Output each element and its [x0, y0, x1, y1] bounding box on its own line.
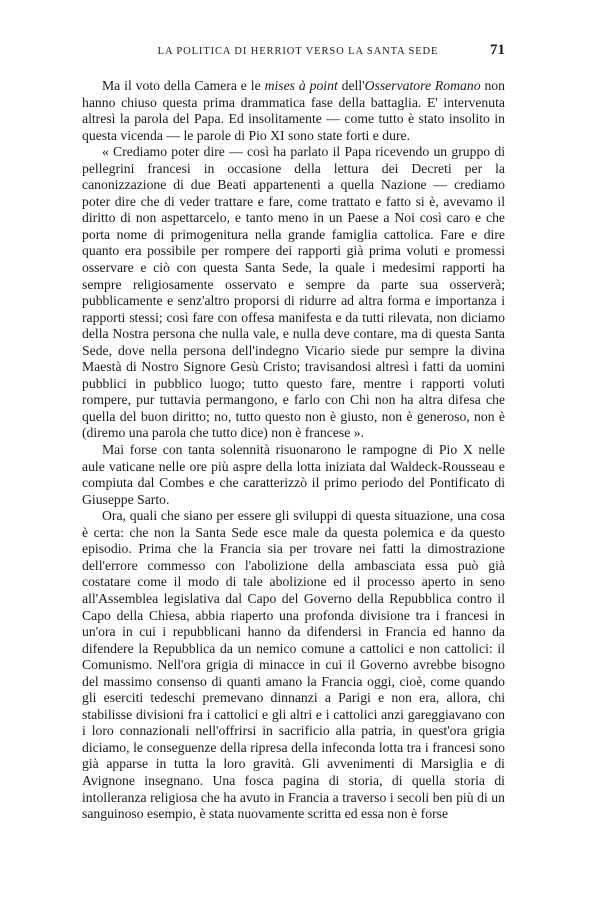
- paragraph: Mai forse con tanta solennità risuonarono le rampogne di Pio X nelle aule vaticane nelle ore più aspre della lotta iniziata dal Waldeck-Rousseau e compiuta dal Combes e che caratterizzò il primo periodo del Pontificato di Giuseppe Sarto.: [82, 442, 505, 507]
- running-title: LA POLITICA DI HERRIOT VERSO LA SANTA SEDE: [157, 46, 439, 57]
- paragraph-text: dell': [337, 78, 365, 93]
- paragraph: Ora, quali che siano per essere gli sviluppi di questa situazione, una cosa è certa: che non la Santa Sede esce male da questa polemica e da questo episodio. Prima che la Francia sia per trovare nei fatti la dimostrazione dell'errore commesso con l'abolizione della ambasciata essa può già costatare come il modo di tale abolizione ed il processo aperto in seno all'Assemblea legislativa dal Capo del Governo della Repubblica contro il Capo della Chiesa, abbia riaperto una profonda divisione tra i francesi in un'ora in cui i repubblicani hanno da difendersi in Francia ed hanno da difendere la Repubblica da un nemico comune a cattolici e non cattolici: il Comunismo. Nell'ora grigia di minacce in cui il Governo avrebbe bisogno del massimo consenso di quanti amano la Francia oggi, cioè, come quando gli eserciti tedeschi premevano dinnanzi a Parigi e non era, allora, chi stabilisse divisioni fra i cattolici e gli altri e i cattolici anzi gareggiavano con i loro connazionali nell'offrirsi in sacrificio alla patria, in quest'ora grigia diciamo, le conseguenze della ripresa della infeconda lotta tra i francesi sono già apparse in tutta la loro gravità. Gli avvenimenti di Marsiglia e di Avignone insegnano. Una fosca pagina di storia, di quella storia di intolleranza religiosa che ha avuto in Francia a traverso i secoli ben più di un sanguinoso esempio, è stata nuovamente scritta ed essa non è forse: [82, 508, 505, 822]
- italic-phrase: mises à point: [264, 78, 338, 93]
- paragraph: [82, 78, 505, 144]
- paragraph-text: Ma il voto della Camera e le: [102, 78, 265, 93]
- italic-phrase: Osservatore Romano: [364, 78, 481, 93]
- paragraph: « Crediamo poter dire — così ha parlato il Papa ricevendo un gruppo di pellegrini francesi in occasione della lettura dei Decreti per la canonizzazione di due Beati appartenenti a quella Nazione — crediamo poter dire che di veder trattare e fare, come trattato e fatto si è, avevamo il diritto di non aspettarcelo, e tanto meno in un Paese a Noi così caro e che porta nome di primogenitura nella grande famiglia cattolica. Fare e dire quanto era possibile per rompere dei rapporti già prima voluti e promessi osservare e ciò con questa Santa Sede, la quale i medesimi rapporti ha sempre religiosamente osservato e sempre da parte sua osserverà; pubblicamente e senz'altro proporsi di ridurre ad altra forma e importanza i rapporti stessi; così fare con offesa manifesta e da tutti rilevata, non diciamo della Nostra persona che nulla vale, e nulla deve contare, ma di questa Santa Sede, dove nella persona dell'indegno Vicario siede pur sempre la divina Maestà di Nostro Signore Gesù Cristo; travisandosi altresì i fatti da uomini pubblici in pubblico luogo; tutto questo fare, mentre i rapporti voluti rompere, pur tuttavia permangono, e farlo con Chi non ha altra difesa che quella del buon diritto; no, tutto questo non è giusto, non è generoso, non è (diremo una parola che tutto dice) non è francese ».: [82, 144, 505, 441]
- paragraph-text: non hanno chiuso questa prima drammatica fase della battaglia. E' intervenuta altresì la parola del Papa. Ed insolitamente — come tutto è stato insolito in questa vicenda — le parole di Pio XI sono state forti e dure.: [82, 78, 505, 143]
- page-number: 71: [490, 42, 505, 58]
- page-header: [82, 42, 505, 66]
- body-text: [82, 78, 505, 823]
